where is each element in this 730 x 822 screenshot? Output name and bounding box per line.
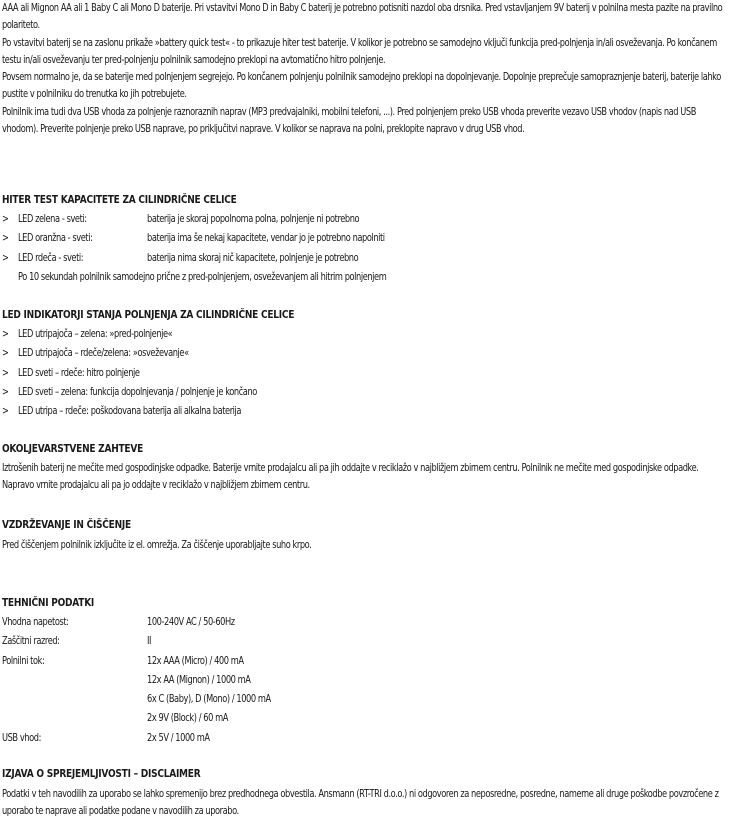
table-row xyxy=(2,633,728,652)
list-item xyxy=(2,326,728,345)
arrow-icon: > xyxy=(2,385,9,398)
arrow-icon: > xyxy=(2,213,9,225)
list-item xyxy=(2,384,728,403)
disclaimer-heading: IZJAVA O SPREJEMLJIVOSTI – DISCLAIMER xyxy=(2,767,201,780)
tech-heading: TEHNIČNI PODATKI xyxy=(2,596,95,609)
environment-heading: OKOLJEVARSTVENE ZAHTEVE xyxy=(2,442,144,455)
arrow-icon: > xyxy=(2,328,9,340)
tech-value: 12x AAA (Micro) / 400 mA xyxy=(147,654,244,667)
led-description: baterija je skoraj popolnoma polna, polnjenje ni potrebno xyxy=(147,213,360,225)
intro-paragraph: Povsem normalno je, da se baterije med polnjenjem segrejejo. Po končanem polnjenju polnilnik samodejno preklopi na dopolnjevanje. Dopolnje preprečuje samopraznjenje baterij, baterije lahko pustite v polnilniku do trenutka ko jih potrebujete. xyxy=(2,71,721,101)
led-indicator-text: LED sveti – zelena: funkcija dopolnjevanja / polnjenje je končano xyxy=(18,385,257,398)
maintenance-section xyxy=(2,537,730,554)
list-item xyxy=(2,403,728,422)
intro-paragraph: Polnilnik ima tudi dva USB vhoda za polnjenje raznoraznih naprav (MP3 predvajalniki, mobilni telefoni, ...). Pred polnjenjem preko USB vhoda preverite vezavo USB vhodov (napis nad USB vhodom). Preverite polnjenje preko USB naprave, po priključitvi naprave. V kolikor se naprava na polni, preklopite napravo v drug USB vhod. xyxy=(2,105,696,136)
tech-value: II xyxy=(147,635,152,648)
environment-section xyxy=(2,460,730,495)
tech-label: Vhodna napetost: xyxy=(2,616,69,628)
environment-text: Iztrošenih baterij ne mečite med gospodinjske odpadke. Baterije vrnite prodajalcu ali pa jih oddajte v reciklažo v najbližjem zbirnem centru. Polnilnik ne mečite med gospodinjske odpadke. Napravo vrnite prodajalcu ali pa jo oddajte v reciklažo v najbližjem zbirnem centru. xyxy=(2,462,699,492)
list-item xyxy=(2,345,728,364)
arrow-icon: > xyxy=(2,366,9,379)
quick-test-heading: HITER TEST KAPACITETE ZA CILINDRIČNE CELICE xyxy=(2,193,237,206)
led-indicator-text: LED utripajoča – rdeče/zelena: »osveževanje« xyxy=(18,347,189,360)
list-item xyxy=(2,365,728,384)
disclaimer-section xyxy=(2,786,730,821)
table-row xyxy=(2,653,728,672)
arrow-icon: > xyxy=(2,347,9,360)
maintenance-heading: VZDRŽEVANJE IN ČIŠČENJE xyxy=(2,518,131,531)
led-description: baterija ima še nekaj kapacitete, vendar jo je potrebno napolniti xyxy=(147,232,385,245)
tech-value: 6x C (Baby), D (Mono) / 1000 mA xyxy=(147,693,271,706)
led-description: baterija nima skoraj nič kapacitete, polnjenje je potrebno xyxy=(147,251,359,264)
arrow-icon: > xyxy=(2,405,9,418)
tech-value: 2x 5V / 1000 mA xyxy=(147,731,210,744)
tech-label: Polnilni tok: xyxy=(2,654,45,667)
list-item xyxy=(2,269,728,288)
led-indicator-text: LED sveti – rdeče: hitro polnjenje xyxy=(18,366,140,379)
table-row xyxy=(2,710,728,729)
list-item xyxy=(2,211,728,230)
list-item xyxy=(2,250,728,269)
led-indicators-heading: LED INDIKATORJI STANJA POLNJENJA ZA CILINDRIČNE CELICE xyxy=(2,308,295,321)
table-row xyxy=(2,691,728,710)
list-item xyxy=(2,230,728,249)
tech-value: 12x AA (Mignon) / 1000 mA xyxy=(147,673,251,686)
disclaimer-text: Podatki v teh navodilih za uporabo se lahko spremenijo brez predhodnega obvestila. Ansmann (RT-TRI d.o.o.) ni odgovoren za neposredne, posredne, namerne ali druge poškodbe povzročene z uporabo te naprave ali podatke podane v navodilih za uporabo. xyxy=(2,788,719,818)
led-indicators-list xyxy=(2,326,728,422)
intro-paragraph: AAA ali Mignon AA ali 1 Baby C ali Mono D baterije. Pri vstavitvi Mono D in Baby C baterij je potrebno potisniti nazdol oba drsnika. Pred vstavljanjem 9V baterij v polnilna mesta pazite na pravilno polariteto. xyxy=(2,2,723,32)
tech-table xyxy=(2,614,728,749)
quick-test-list xyxy=(2,211,728,288)
tech-label: USB vhod: xyxy=(2,731,41,744)
tech-value: 2x 9V (Block) / 60 mA xyxy=(147,712,228,725)
led-label: LED oranžna - sveti: xyxy=(18,232,93,245)
led-label: LED rdeča - sveti: xyxy=(18,251,84,264)
arrow-icon: > xyxy=(2,251,9,264)
intro-paragraph: Po vstavitvi baterij se na zaslonu prikaže »battery quick test« - to prikazuje hiter test baterije. V kolikor je potrebno se samodejno vključi funkcija pred-polnjenja in/ali osveževanja. Po končanem testu in/ali osveževanju ter pred-polnjenju polnilnik samodejno preklopi na avtomatično hitro polnjenje. xyxy=(2,36,717,66)
tech-value: 100-240V AC / 50-60Hz xyxy=(147,616,235,628)
led-label: LED zelena - sveti: xyxy=(18,213,87,225)
led-indicator-text: LED utripajoča – zelena: »pred-polnjenje« xyxy=(18,328,173,340)
intro-section xyxy=(2,0,730,138)
quick-test-note: Po 10 sekundah polnilnik samodejno prične z pred-polnjenjem, osveževanjem ali hitrim polnjenjem xyxy=(18,270,387,283)
arrow-icon: > xyxy=(2,232,9,245)
tech-label: Zaščitni razred: xyxy=(2,635,60,648)
table-row xyxy=(2,672,728,691)
table-row xyxy=(2,614,728,633)
table-row xyxy=(2,730,728,749)
led-indicator-text: LED utripa – rdeče: poškodovana baterija ali alkalna baterija xyxy=(18,405,242,418)
maintenance-text: Pred čiščenjem polnilnik izključite iz el. omrežja. Za čiščenje uporabljajte suho krpo. xyxy=(2,539,312,551)
